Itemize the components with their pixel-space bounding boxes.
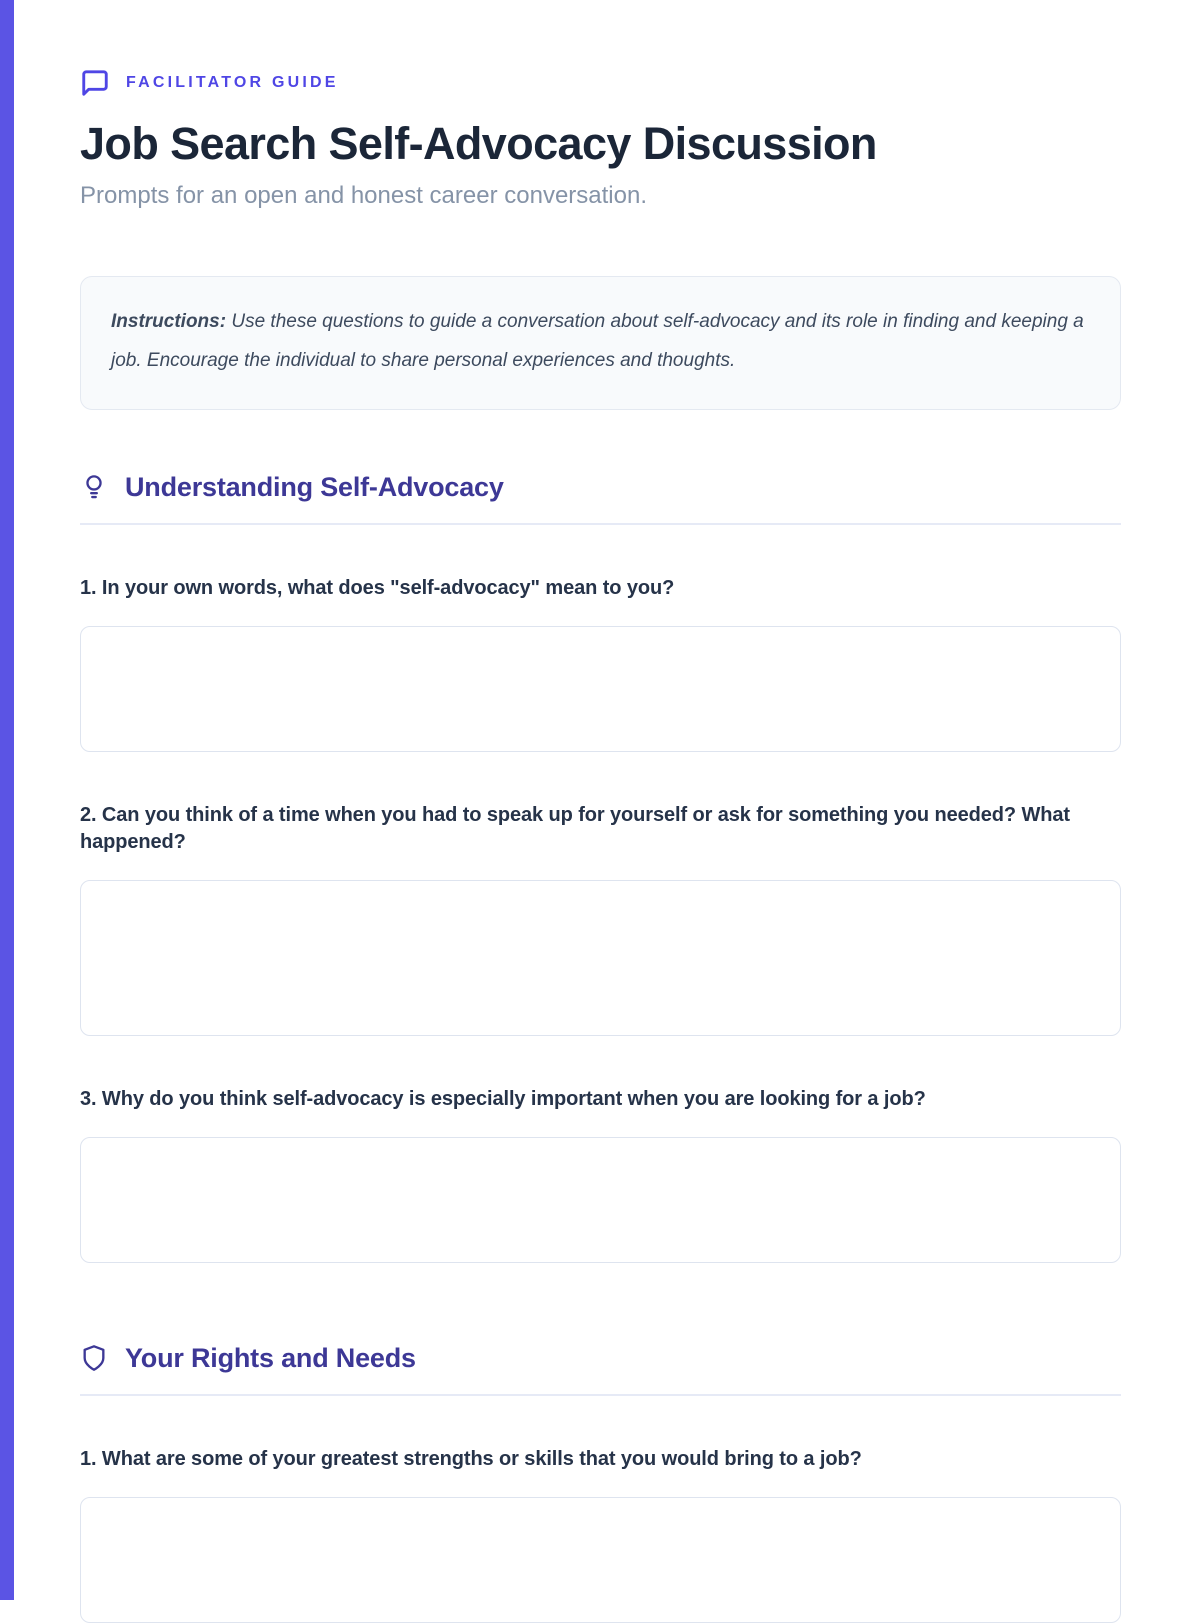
section-title: Your Rights and Needs [125,1342,416,1373]
section-title: Understanding Self-Advocacy [125,471,504,502]
shield-icon [80,1344,108,1372]
answer-box[interactable] [80,1137,1121,1263]
badge-label: FACILITATOR GUIDE [126,74,339,91]
lightbulb-icon [80,473,108,501]
page-title: Job Search Self-Advocacy Discussion [80,118,877,169]
question-text: 1. What are some of your greatest strengths or skills that you would bring to a job? [80,1447,862,1470]
question-block [80,1086,1121,1263]
instructions-label: Instructions: [111,310,227,332]
document-badge [80,0,1121,98]
speech-bubble-icon [80,68,110,98]
answer-box[interactable] [80,626,1121,752]
page-subtitle: Prompts for an open and honest career conversation. [80,181,647,209]
question-block [80,802,1121,1036]
question-block [80,575,1121,752]
left-accent-bar [0,0,14,1600]
question-block [80,1446,1121,1623]
answer-box[interactable] [80,1497,1121,1623]
answer-box[interactable] [80,880,1121,1036]
question-text: 2. Can you think of a time when you had to speak up for yourself or ask for something you needed? What happened? [80,803,1070,853]
instructions-text: Use these questions to guide a conversation about self-advocacy and its role in finding and keeping a job. Encourage the individual to share personal experiences and thoughts. [111,310,1084,371]
instructions-callout [80,276,1121,410]
question-text: 1. In your own words, what does "self-advocacy" mean to you? [80,576,675,599]
question-text: 3. Why do you think self-advocacy is especially important when you are looking for a job? [80,1087,926,1110]
section-heading-understanding-self-advocacy [80,472,1121,525]
document-body [80,0,1121,1623]
section-heading-your-rights-and-needs [80,1343,1121,1396]
